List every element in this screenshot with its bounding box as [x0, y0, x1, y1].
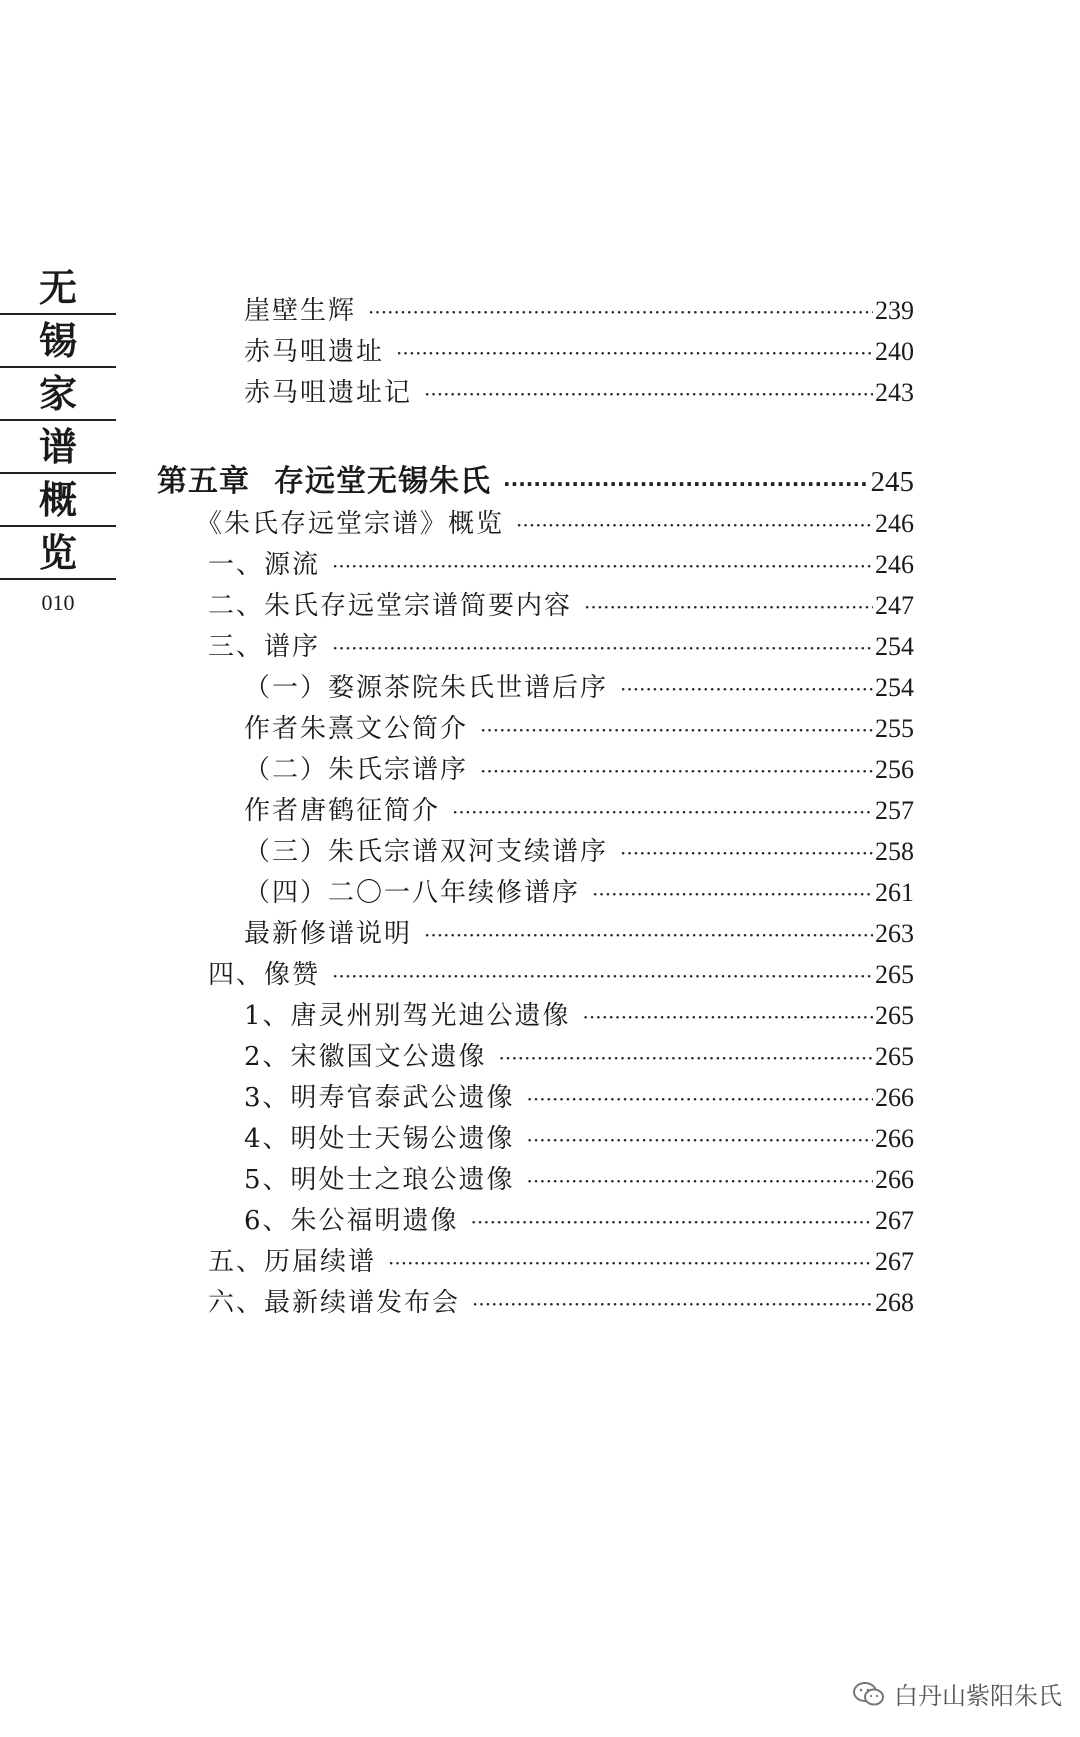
toc-entry-title: 6、朱公福明遗像	[244, 1206, 459, 1236]
toc-entry-page: 265	[875, 1042, 914, 1071]
toc-entry	[244, 667, 914, 704]
toc-entry	[244, 831, 914, 868]
leader-dots	[471, 1210, 873, 1234]
toc-entry-title: 赤马咀遗址	[244, 337, 385, 367]
toc-entry-page: 267	[875, 1206, 914, 1235]
toc-entry	[244, 1036, 914, 1073]
toc-entry	[208, 1241, 914, 1278]
toc-entry-page: 254	[875, 673, 914, 702]
toc-entry	[244, 872, 914, 909]
toc-entry-title: 作者朱熹文公简介	[244, 714, 469, 744]
toc-entry-page: 266	[875, 1124, 914, 1153]
toc-entry-title: 一、源流	[208, 550, 321, 580]
toc-entry-page: 247	[875, 591, 914, 620]
leader-dots	[424, 382, 873, 406]
toc-entry-page: 256	[875, 755, 914, 784]
leader-dots	[583, 1005, 873, 1029]
toc-entry-page: 265	[875, 1001, 914, 1030]
toc-entry-title: 四、像赞	[208, 960, 321, 990]
leader-dots	[527, 1087, 873, 1111]
toc-entry	[208, 1282, 914, 1319]
toc-entry-page: 243	[875, 378, 914, 407]
toc-entry-page: 240	[875, 337, 914, 366]
leader-dots	[503, 472, 869, 496]
toc-entry-page: 267	[875, 1247, 914, 1276]
chapter-page: 245	[870, 466, 914, 498]
watermark	[852, 1676, 1062, 1711]
book-title-char: 谱	[0, 421, 116, 474]
leader-dots	[620, 841, 873, 865]
toc-entry	[244, 331, 914, 368]
book-title-char: 锡	[0, 315, 116, 368]
toc-chapter-heading	[157, 456, 914, 500]
toc-entry-title: 作者唐鹤征简介	[244, 796, 441, 826]
toc-entry	[244, 1159, 914, 1196]
watermark-text: 白丹山紫阳朱氏	[894, 1682, 1062, 1710]
toc-entry-page: 265	[875, 960, 914, 989]
toc-entry-title: （四）二〇一八年续修谱序	[244, 878, 581, 908]
toc-entry-page: 246	[875, 509, 914, 538]
toc-entry	[244, 790, 914, 827]
chapter-title: 存远堂无锡朱氏	[274, 464, 491, 499]
leader-dots	[332, 554, 873, 578]
toc-entry	[244, 749, 914, 786]
toc-entry-page: 246	[875, 550, 914, 579]
leader-dots	[527, 1128, 873, 1152]
toc-entry-title: 最新修谱说明	[244, 919, 413, 949]
toc-entry-page: 255	[875, 714, 914, 743]
book-title-vertical	[0, 262, 116, 580]
leader-dots	[592, 882, 873, 906]
toc-entry-title: 五、历届续谱	[208, 1247, 377, 1277]
leader-dots	[396, 341, 873, 365]
leader-dots	[332, 964, 873, 988]
toc-entry-page: 254	[875, 632, 914, 661]
book-title-char: 览	[0, 527, 116, 580]
toc-entry-page: 257	[875, 796, 914, 825]
toc-entry-title: 三、谱序	[208, 632, 321, 662]
toc-entry	[208, 954, 914, 991]
toc-entry-page: 261	[875, 878, 914, 907]
toc-entry	[244, 1077, 914, 1114]
book-title-char: 概	[0, 474, 116, 527]
leader-dots	[368, 300, 873, 324]
chapter-number: 第五章	[157, 464, 250, 499]
toc-entry	[196, 503, 914, 540]
toc-entry-page: 258	[875, 837, 914, 866]
toc-entry-page: 263	[875, 919, 914, 948]
toc-entry	[244, 913, 914, 950]
leader-dots	[527, 1169, 873, 1193]
toc-entry-title: 4、明处士天锡公遗像	[244, 1124, 515, 1154]
toc-entry-title: 5、明处士之琅公遗像	[244, 1165, 515, 1195]
toc-entry	[208, 626, 914, 663]
toc-entry-title: 六、最新续谱发布会	[208, 1288, 461, 1318]
leader-dots	[480, 759, 873, 783]
toc-entry-title: 3、明寿官泰武公遗像	[244, 1083, 515, 1113]
toc-entry	[208, 585, 914, 622]
wechat-icon	[852, 1681, 886, 1707]
toc-entry	[244, 372, 914, 409]
toc-entry	[244, 708, 914, 745]
toc-entry-title: 《朱氏存远堂宗谱》概览	[196, 509, 505, 539]
toc-entry	[244, 1200, 914, 1237]
toc-entry-title: 二、朱氏存远堂宗谱简要内容	[208, 591, 573, 621]
leader-dots	[388, 1251, 873, 1275]
page-number: 010	[41, 590, 75, 615]
toc-entry-title: 2、宋徽国文公遗像	[244, 1042, 487, 1072]
toc-entry-title: （一）婺源茶院朱氏世谱后序	[244, 673, 609, 703]
toc-entry-page: 266	[875, 1083, 914, 1112]
toc-entry	[244, 995, 914, 1032]
toc-entry-title: （三）朱氏宗谱双河支续谱序	[244, 837, 609, 867]
toc-entry-title: 赤马咀遗址记	[244, 378, 413, 408]
leader-dots	[499, 1046, 873, 1070]
toc-entry-title: （二）朱氏宗谱序	[244, 755, 469, 785]
toc-entry-page: 239	[875, 296, 914, 325]
book-title-char: 无	[0, 262, 116, 315]
toc-entry-page: 266	[875, 1165, 914, 1194]
toc-entry	[208, 544, 914, 581]
toc-entry-page: 268	[875, 1288, 914, 1317]
leader-dots	[472, 1292, 873, 1316]
leader-dots	[332, 636, 873, 660]
book-title-char: 家	[0, 368, 116, 421]
leader-dots	[516, 513, 873, 537]
leader-dots	[620, 677, 873, 701]
leader-dots	[452, 800, 873, 824]
toc-entry-title: 崖壁生辉	[244, 296, 357, 326]
leader-dots	[480, 718, 873, 742]
toc-entry	[244, 290, 914, 327]
toc-entry	[244, 1118, 914, 1155]
leader-dots	[584, 595, 873, 619]
leader-dots	[424, 923, 873, 947]
toc-entry-title: 1、唐灵州别驾光迪公遗像	[244, 1001, 571, 1031]
